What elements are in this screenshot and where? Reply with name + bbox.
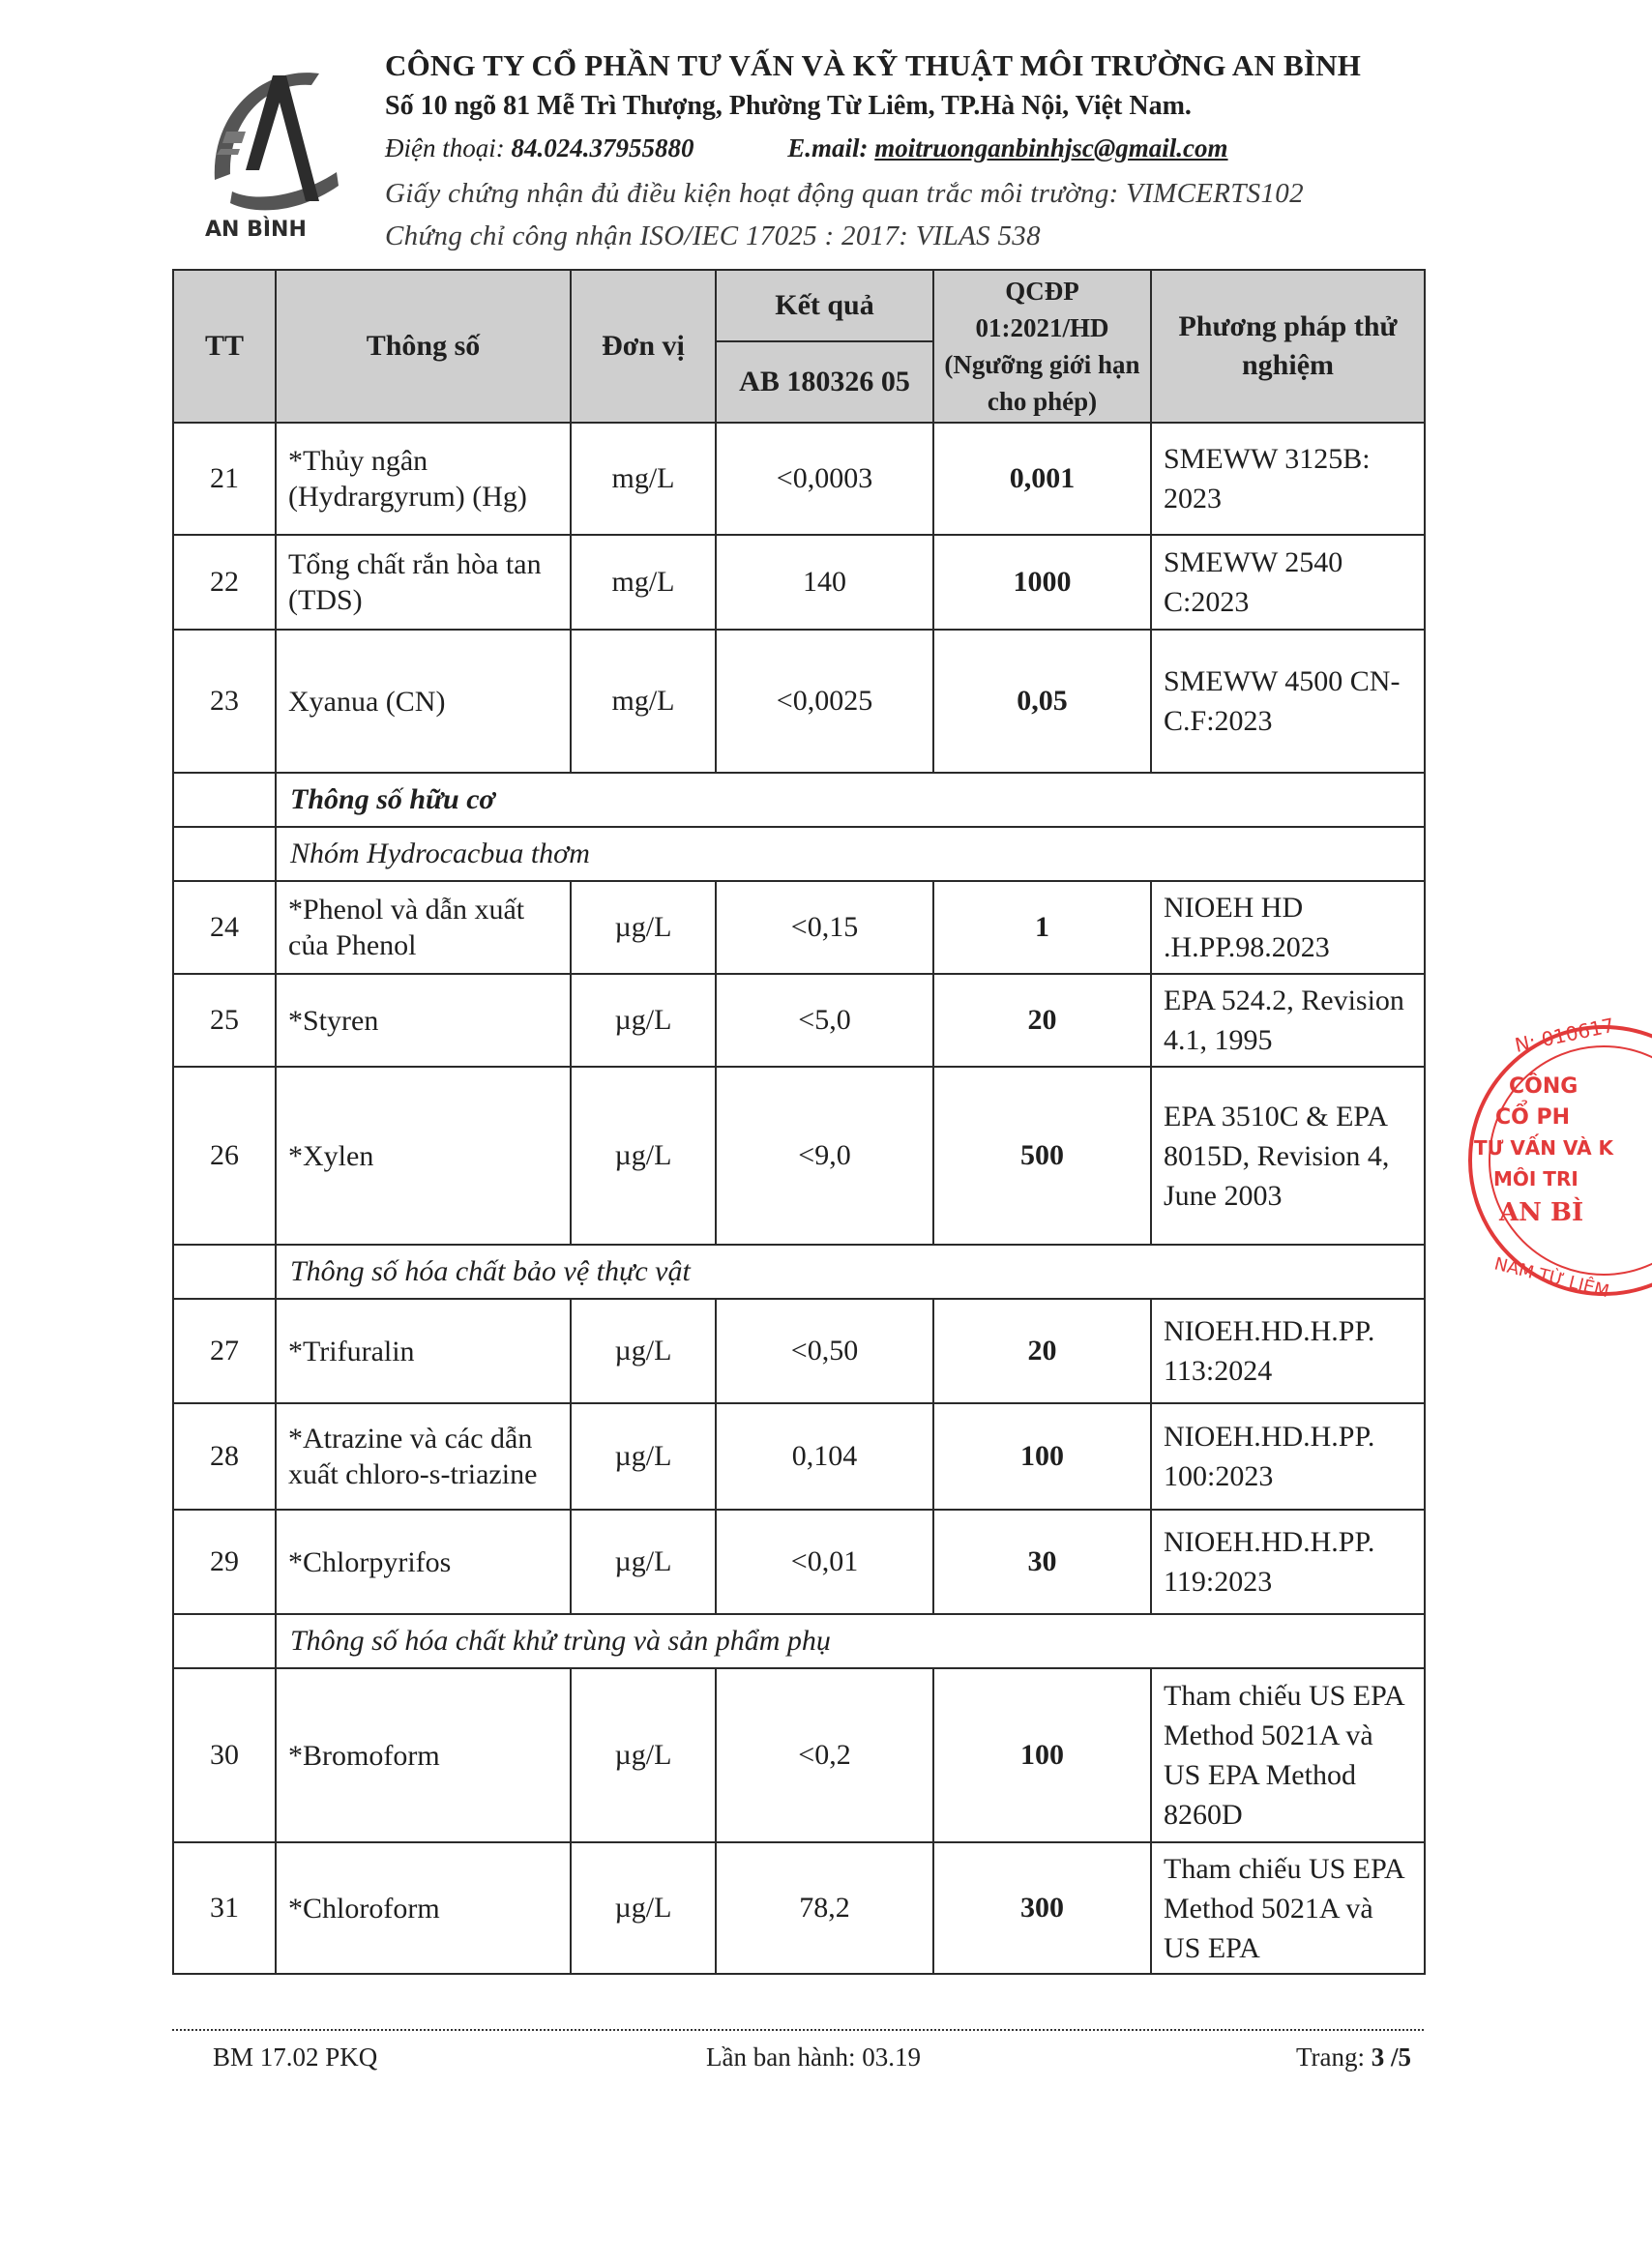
group-pesticide: Thông số hóa chất bảo vệ thực vật bbox=[276, 1245, 1425, 1299]
row-method: EPA 524.2, Revision 4.1, 1995 bbox=[1151, 974, 1425, 1067]
header-sample-id: AB 180326 05 bbox=[716, 341, 933, 423]
row-result: <0,01 bbox=[716, 1510, 933, 1614]
row-unit: µg/L bbox=[571, 1842, 716, 1974]
row-param: *Chlorpyrifos bbox=[276, 1510, 571, 1614]
footer-page bbox=[1296, 2043, 1411, 2072]
row-param: *Atrazine và các dẫn xuất chloro-s-triazine bbox=[276, 1403, 571, 1510]
group-row bbox=[173, 1614, 1425, 1668]
row-tt: 27 bbox=[173, 1299, 276, 1403]
company-name: CÔNG TY CỔ PHẦN TƯ VẤN VÀ KỸ THUẬT MÔI TRƯỜNG AN BÌNH bbox=[385, 48, 1362, 82]
row-unit: µg/L bbox=[571, 1668, 716, 1842]
row-limit: 1000 bbox=[933, 535, 1151, 630]
contact-line bbox=[385, 133, 1449, 178]
table-row bbox=[173, 1067, 1425, 1245]
footer-page-label: Trang: bbox=[1296, 2043, 1366, 2072]
row-param: Xyanua (CN) bbox=[276, 630, 571, 773]
row-param: *Chloroform bbox=[276, 1842, 571, 1974]
row-param: Tổng chất rắn hòa tan (TDS) bbox=[276, 535, 571, 630]
letterhead bbox=[385, 48, 1449, 263]
stamp-line4: MÔI TRI bbox=[1493, 1167, 1578, 1190]
row-method: Tham chiếu US EPA Method 5021A và US EPA bbox=[1151, 1842, 1425, 1974]
stamp-line3: TƯ VẤN VÀ K bbox=[1474, 1136, 1614, 1160]
row-unit: mg/L bbox=[571, 535, 716, 630]
row-param: *Styren bbox=[276, 974, 571, 1067]
row-method: SMEWW 3125B: 2023 bbox=[1151, 423, 1425, 535]
footer-divider bbox=[172, 2029, 1424, 2031]
row-tt: 24 bbox=[173, 881, 276, 974]
table-row bbox=[173, 1510, 1425, 1614]
table-row bbox=[173, 1668, 1425, 1842]
row-param: *Trifuralin bbox=[276, 1299, 571, 1403]
row-tt: 25 bbox=[173, 974, 276, 1067]
row-result: <0,0025 bbox=[716, 630, 933, 773]
row-method: EPA 3510C & EPA 8015D, Revision 4, June 2003 bbox=[1151, 1067, 1425, 1245]
row-result: 0,104 bbox=[716, 1403, 933, 1510]
row-limit: 0,05 bbox=[933, 630, 1151, 773]
row-limit: 500 bbox=[933, 1067, 1151, 1245]
row-result: 78,2 bbox=[716, 1842, 933, 1974]
stamp-code: N: 010617 bbox=[1513, 1013, 1617, 1057]
row-method: NIOEH HD .H.PP.98.2023 bbox=[1151, 881, 1425, 974]
header-param: Thông số bbox=[276, 270, 571, 423]
row-tt: 21 bbox=[173, 423, 276, 535]
row-unit: µg/L bbox=[571, 881, 716, 974]
row-tt: 28 bbox=[173, 1403, 276, 1510]
header-limit-title: QCĐP 01:2021/HD bbox=[975, 277, 1109, 342]
stamp-line5: AN BÌ bbox=[1499, 1198, 1584, 1227]
row-limit: 20 bbox=[933, 1299, 1151, 1403]
header-method: Phương pháp thử nghiệm bbox=[1151, 270, 1425, 423]
table-row bbox=[173, 881, 1425, 974]
row-limit: 0,001 bbox=[933, 423, 1151, 535]
row-param: *Phenol và dẫn xuất của Phenol bbox=[276, 881, 571, 974]
results-table bbox=[172, 269, 1426, 1975]
group-organic: Thông số hữu cơ bbox=[276, 773, 1425, 827]
row-limit: 30 bbox=[933, 1510, 1151, 1614]
row-limit: 100 bbox=[933, 1403, 1151, 1510]
row-limit: 100 bbox=[933, 1668, 1151, 1842]
row-method: Tham chiếu US EPA Method 5021A và US EPA Method 8260D bbox=[1151, 1668, 1425, 1842]
phone-label: Điện thoại: bbox=[385, 133, 505, 162]
row-method: NIOEH.HD.H.PP. 119:2023 bbox=[1151, 1510, 1425, 1614]
row-result: <0,15 bbox=[716, 881, 933, 974]
row-unit: µg/L bbox=[571, 1510, 716, 1614]
footer-page-number: 3 /5 bbox=[1371, 2043, 1412, 2072]
row-method: SMEWW 2540 C:2023 bbox=[1151, 535, 1425, 630]
certificate-vilas: Chứng chỉ công nhận ISO/IEC 17025 : 2017: VILAS 538 bbox=[385, 220, 1041, 251]
logo-text: AN BÌNH bbox=[205, 218, 307, 242]
row-result: <0,0003 bbox=[716, 423, 933, 535]
email-label: E.mail: bbox=[787, 133, 869, 162]
row-tt: 26 bbox=[173, 1067, 276, 1245]
row-result: <5,0 bbox=[716, 974, 933, 1067]
row-unit: µg/L bbox=[571, 1403, 716, 1510]
group-row bbox=[173, 773, 1425, 827]
company-stamp bbox=[1459, 1015, 1652, 1306]
row-param: *Bromoform bbox=[276, 1668, 571, 1842]
phone-number: 84.024.37955880 bbox=[511, 133, 694, 162]
header-tt: TT bbox=[173, 270, 276, 423]
row-tt: 29 bbox=[173, 1510, 276, 1614]
row-unit: µg/L bbox=[571, 1299, 716, 1403]
group-row bbox=[173, 1245, 1425, 1299]
header-result: Kết quả bbox=[716, 270, 933, 341]
table-row bbox=[173, 1403, 1425, 1510]
row-limit: 1 bbox=[933, 881, 1151, 974]
table-row bbox=[173, 1299, 1425, 1403]
table-row bbox=[173, 423, 1425, 535]
row-param: *Thủy ngân (Hydrargyrum) (Hg) bbox=[276, 423, 571, 535]
header-limit-sub: (Ngưỡng giới hạn cho phép) bbox=[944, 350, 1140, 416]
table-row bbox=[173, 630, 1425, 773]
row-unit: µg/L bbox=[571, 1067, 716, 1245]
group-disinfect: Thông số hóa chất khử trùng và sản phẩm phụ bbox=[276, 1614, 1425, 1668]
table-row bbox=[173, 974, 1425, 1067]
row-tt: 30 bbox=[173, 1668, 276, 1842]
row-param: *Xylen bbox=[276, 1067, 571, 1245]
row-result: 140 bbox=[716, 535, 933, 630]
stamp-line1: CÔNG bbox=[1509, 1074, 1578, 1099]
row-tt: 23 bbox=[173, 630, 276, 773]
stamp-line6: NAM TỪ LIÊM bbox=[1491, 1253, 1611, 1303]
row-method: SMEWW 4500 CN- C.F:2023 bbox=[1151, 630, 1425, 773]
group-row bbox=[173, 827, 1425, 881]
row-limit: 300 bbox=[933, 1842, 1151, 1974]
footer-form-code: BM 17.02 PKQ bbox=[213, 2043, 378, 2072]
row-method: NIOEH.HD.H.PP. 100:2023 bbox=[1151, 1403, 1425, 1510]
table-row bbox=[173, 1842, 1425, 1974]
header-unit: Đơn vị bbox=[571, 270, 716, 423]
row-result: <0,2 bbox=[716, 1668, 933, 1842]
row-result: <0,50 bbox=[716, 1299, 933, 1403]
group-aromatic: Nhóm Hydrocacbua thơm bbox=[276, 827, 1425, 881]
row-tt: 31 bbox=[173, 1842, 276, 1974]
footer-issue: Lần ban hành: 03.19 bbox=[706, 2043, 921, 2072]
row-unit: mg/L bbox=[571, 423, 716, 535]
company-logo bbox=[203, 56, 348, 245]
stamp-line2: CỔ PH bbox=[1495, 1105, 1571, 1130]
header-limit bbox=[933, 270, 1151, 423]
email-link[interactable]: moitruonganbinhjsc@gmail.com bbox=[874, 133, 1228, 162]
company-address: Số 10 ngõ 81 Mễ Trì Thượng, Phường Từ Liêm, TP.Hà Nội, Việt Nam. bbox=[385, 91, 1192, 121]
table-row bbox=[173, 535, 1425, 630]
row-unit: µg/L bbox=[571, 974, 716, 1067]
row-limit: 20 bbox=[933, 974, 1151, 1067]
row-unit: mg/L bbox=[571, 630, 716, 773]
row-method: NIOEH.HD.H.PP. 113:2024 bbox=[1151, 1299, 1425, 1403]
row-result: <9,0 bbox=[716, 1067, 933, 1245]
row-tt: 22 bbox=[173, 535, 276, 630]
certificate-vimcerts: Giấy chứng nhận đủ điều kiện hoạt động quan trắc môi trường: VIMCERTS102 bbox=[385, 178, 1304, 209]
